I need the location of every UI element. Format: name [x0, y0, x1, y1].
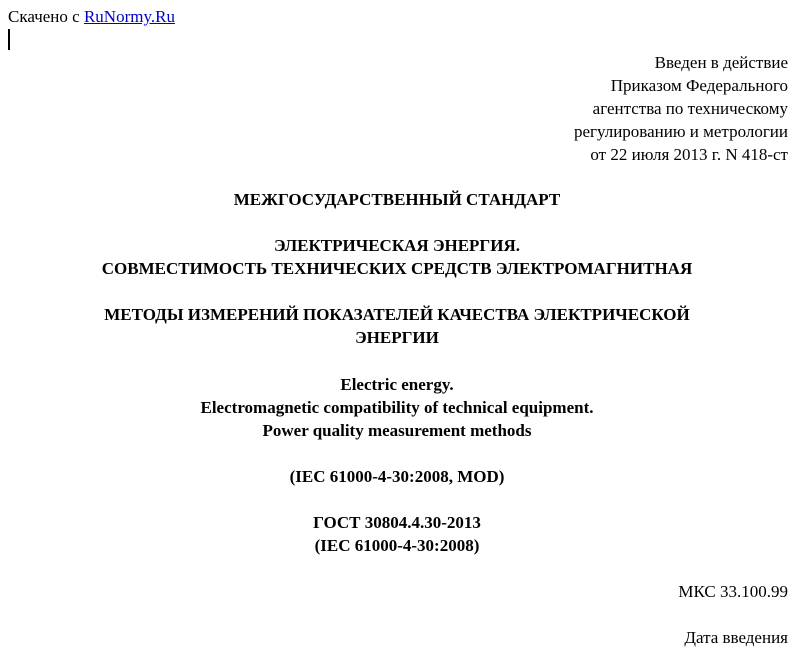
- title-ru-line-3: МЕТОДЫ ИЗМЕРЕНИЙ ПОКАЗАТЕЛЕЙ КАЧЕСТВА ЭЛЕКТРИЧЕСКОЙ: [104, 305, 690, 324]
- title-en-line-2: Electromagnetic compatibility of technical equipment.: [200, 398, 594, 417]
- download-prefix: Скачено с: [8, 7, 84, 26]
- mks-code: МКС 33.100.99: [678, 582, 788, 601]
- runormy-link[interactable]: RuNormy.Ru: [83, 7, 175, 26]
- title-en-line-1: Electric energy.: [340, 375, 454, 394]
- enactment-line-5: от 22 июля 2013 г. N 418-ст: [590, 145, 788, 164]
- standard-type-heading: МЕЖГОСУДАРСТВЕННЫЙ СТАНДАРТ: [233, 190, 561, 209]
- title-en-line-3: Power quality measurement methods: [262, 421, 532, 440]
- download-source-line: [8, 5, 175, 28]
- enactment-block: [574, 51, 788, 166]
- iec-reference: (IEC 61000-4-30:2008): [314, 536, 480, 555]
- enactment-line-4: регулированию и метрологии: [573, 122, 788, 141]
- enactment-line-3: агентства по техническому: [592, 99, 788, 118]
- iec-mod-reference: (IEC 61000-4-30:2008, MOD): [289, 467, 505, 486]
- title-ru-line-4: ЭНЕРГИИ: [355, 328, 439, 347]
- enactment-line-1: Введен в действие: [654, 53, 788, 72]
- text-caret: [8, 29, 10, 50]
- enactment-line-2: Приказом Федерального: [610, 76, 788, 95]
- date-of-introduction-label: Дата введения: [684, 628, 788, 647]
- title-ru-line-2: СОВМЕСТИМОСТЬ ТЕХНИЧЕСКИХ СРЕДСТВ ЭЛЕКТРОМАГНИТНАЯ: [101, 259, 693, 278]
- title-ru-line-1: ЭЛЕКТРИЧЕСКАЯ ЭНЕРГИЯ.: [273, 236, 520, 255]
- gost-number: ГОСТ 30804.4.30-2013: [313, 513, 481, 532]
